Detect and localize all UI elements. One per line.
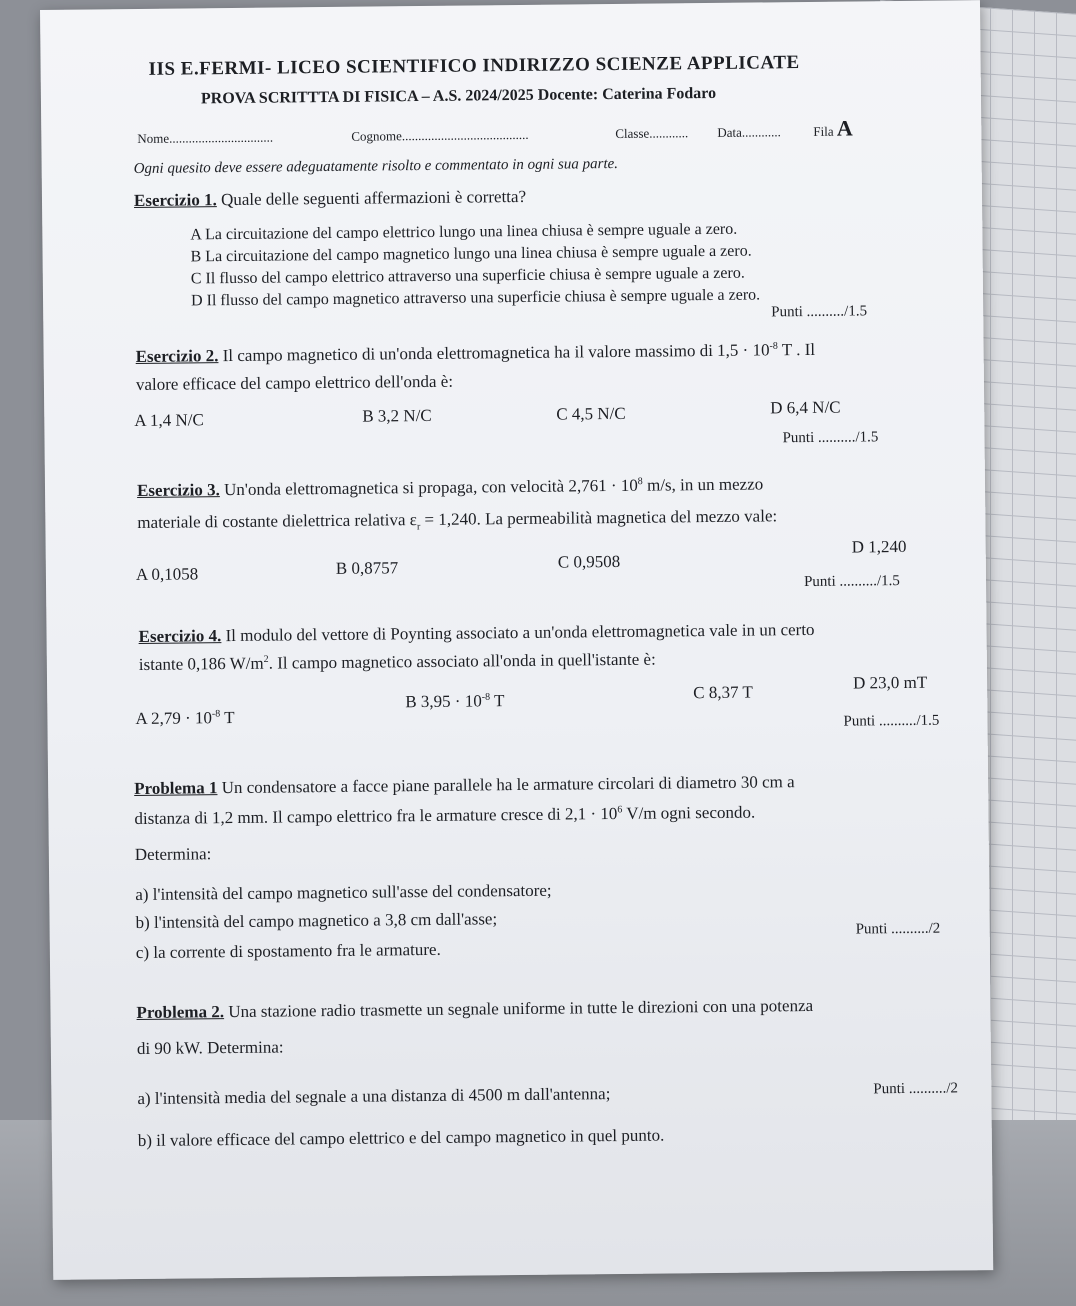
exercise-1-label: Esercizio 1. xyxy=(133,190,217,211)
exercise-3-line2-b: = 1,240. La permeabilità magnetica del mezzo vale: xyxy=(420,506,778,530)
row-label: Fila xyxy=(813,123,834,139)
exercise-4-label: Esercizio 4. xyxy=(138,626,222,647)
name-field[interactable] xyxy=(137,130,273,147)
exercise-3-exponent: 8 xyxy=(637,476,643,488)
problem-1-determina: Determina: xyxy=(134,844,212,865)
problem-1-text: Un condensatore a facce piane parallele ha le armature circolari di diametro 30 cm a xyxy=(221,772,795,798)
problem-2-label: Problema 2. xyxy=(136,1002,225,1023)
exercise-1-option-c[interactable]: C Il flusso del campo elettrico attraverso una superficie chiusa è sempre uguale a zero. xyxy=(190,264,745,288)
problem-1-item-c: c) la corrente di spostamento fra le armature. xyxy=(135,939,441,963)
exercise-2-option-c[interactable]: C 4,5 N/C xyxy=(556,403,626,424)
problem-2-item-b: b) il valore efficace del campo elettrico e del campo magnetico in quel punto. xyxy=(137,1125,665,1151)
exercise-3-text-a: Un'onda elettromagnetica si propaga, con velocità 2,761 · 10 xyxy=(223,475,638,500)
exercise-2-option-d[interactable]: D 6,4 N/C xyxy=(770,397,841,418)
exercise-4-text: Il modulo del vettore di Poynting associato a un'onda elettromagnetica vale in un certo xyxy=(225,619,815,646)
problem-1-item-a: a) l'intensità del campo magnetico sull'asse del condensatore; xyxy=(135,880,552,905)
exercise-2-exponent: -8 xyxy=(769,340,778,352)
class-field-label: Classe............ xyxy=(615,125,689,141)
name-field-label: Nome................................ xyxy=(137,129,274,146)
exercise-1-option-a[interactable]: A La circuitazione del campo elettrico lungo una linea chiusa è sempre uguale a zero. xyxy=(190,220,738,244)
problem-2-line2: di 90 kW. Determina: xyxy=(136,1037,284,1059)
exercise-3-line2 xyxy=(137,506,777,535)
exercise-1-text: Quale delle seguenti affermazioni è corretta? xyxy=(220,186,527,210)
problem-2-text: Una stazione radio trasmette un segnale uniforme in tutte le direzioni con una potenza xyxy=(228,995,814,1022)
exercise-2-line2: valore efficace del campo elettrico dell'onda è: xyxy=(135,371,454,395)
row-letter: A xyxy=(836,115,853,141)
problem-2-question xyxy=(136,996,813,1023)
exercise-4-option-a-unit: T xyxy=(220,708,235,728)
problem-1-label: Problema 1 xyxy=(134,778,218,799)
exercise-3-subscript: r xyxy=(416,521,421,533)
exercise-3-question xyxy=(137,474,763,501)
exercise-4-option-c[interactable]: C 8,37 T xyxy=(693,682,753,703)
exercise-2-question xyxy=(136,340,816,367)
date-field[interactable] xyxy=(717,124,781,141)
exercise-1-option-d[interactable]: D Il flusso del campo magnetico attraverso una superficie chiusa è sempre uguale a zero. xyxy=(190,286,761,310)
exercise-4-option-d[interactable]: D 23,0 mT xyxy=(852,672,928,693)
problem-1-line2 xyxy=(134,803,755,829)
exercise-4-option-a[interactable] xyxy=(135,708,234,729)
exercise-4-line2-a: istante 0,186 W/m xyxy=(138,653,264,675)
exercise-4-option-b-base: B 3,95 · 10 xyxy=(405,691,482,712)
exam-sheet xyxy=(40,0,993,1280)
exercise-2-points: Punti ........../1.5 xyxy=(782,429,879,447)
exercise-2-option-a[interactable]: A 1,4 N/C xyxy=(134,410,204,431)
exercise-4-question xyxy=(138,620,814,647)
surname-field-label: Cognome....................................... xyxy=(351,126,529,144)
exercise-4-option-b[interactable] xyxy=(405,691,504,712)
date-field-label: Data............ xyxy=(717,124,781,140)
exercise-3-option-a[interactable]: A 0,1058 xyxy=(135,564,199,585)
exercise-2-label: Esercizio 2. xyxy=(135,346,219,367)
exercise-2-option-b[interactable]: B 3,2 N/C xyxy=(362,405,432,426)
exercise-1-points: Punti ........../1.5 xyxy=(771,303,868,321)
exercise-1-question xyxy=(134,187,526,211)
problem-1-question xyxy=(134,772,795,799)
problem-1-exponent: 6 xyxy=(617,804,623,816)
exercise-3-line2-a: materiale di costante dielettrica relativa ε xyxy=(137,510,417,533)
problem-1-line2-a: distanza di 1,2 mm. Il campo elettrico fra le armature cresce di 2,1 · 10 xyxy=(134,803,618,829)
exercise-2-text-a: Il campo magnetico di un'onda elettromagnetica ha il valore massimo di 1,5 · 10 xyxy=(222,340,770,366)
problem-2-points: Punti ........../2 xyxy=(873,1080,959,1098)
exercise-3-label: Esercizio 3. xyxy=(136,480,220,501)
class-field[interactable] xyxy=(615,125,688,142)
exercise-4-option-b-exp: -8 xyxy=(481,691,491,703)
exercise-4-superscript: 2 xyxy=(263,653,269,666)
exercise-3-option-d[interactable]: D 1,240 xyxy=(851,536,907,557)
problem-1-item-b: b) l'intensità del campo magnetico a 3,8 cm dall'asse; xyxy=(135,909,498,933)
problem-2-item-a: a) l'intensità media del segnale a una distanza di 4500 m dall'antenna; xyxy=(137,1084,611,1109)
row-indicator xyxy=(813,115,853,141)
exam-subtitle: PROVA SCRITTTA DI FISICA – A.S. 2024/2025 Docente: Caterina Fodaro xyxy=(200,84,717,108)
exercise-2-text-b: T . Il xyxy=(777,339,816,360)
problem-1-line2-b: V/m ogni secondo. xyxy=(622,802,756,823)
exercise-4-line2 xyxy=(139,650,656,675)
exercise-3-text-b: m/s, in un mezzo xyxy=(642,474,764,495)
problem-1-points: Punti ........../2 xyxy=(855,920,941,938)
exercise-4-option-b-unit: T xyxy=(490,691,505,711)
exercise-3-points: Punti ........../1.5 xyxy=(803,573,900,591)
exercise-4-line2-b: . Il campo magnetico associato all'onda in quell'istante è: xyxy=(268,649,656,673)
instructions: Ogni quesito deve essere adeguatamente risolto e commentato in ogni sua parte. xyxy=(133,155,619,178)
exercise-3-option-b[interactable]: B 0,8757 xyxy=(335,558,399,578)
exercise-4-option-a-exp: -8 xyxy=(211,708,221,720)
school-title: IIS E.FERMI- LICEO SCIENTIFICO INDIRIZZO SCIENZE APPLICATE xyxy=(148,52,800,80)
exercise-4-points: Punti ........../1.5 xyxy=(843,712,940,730)
exercise-1-option-b[interactable]: B La circuitazione del campo magnetico lungo una linea chiusa è sempre uguale a zero. xyxy=(190,242,752,266)
exercise-4-option-a-base: A 2,79 · 10 xyxy=(135,708,213,729)
exercise-3-option-c[interactable]: C 0,9508 xyxy=(557,551,621,572)
surname-field[interactable] xyxy=(351,127,528,145)
